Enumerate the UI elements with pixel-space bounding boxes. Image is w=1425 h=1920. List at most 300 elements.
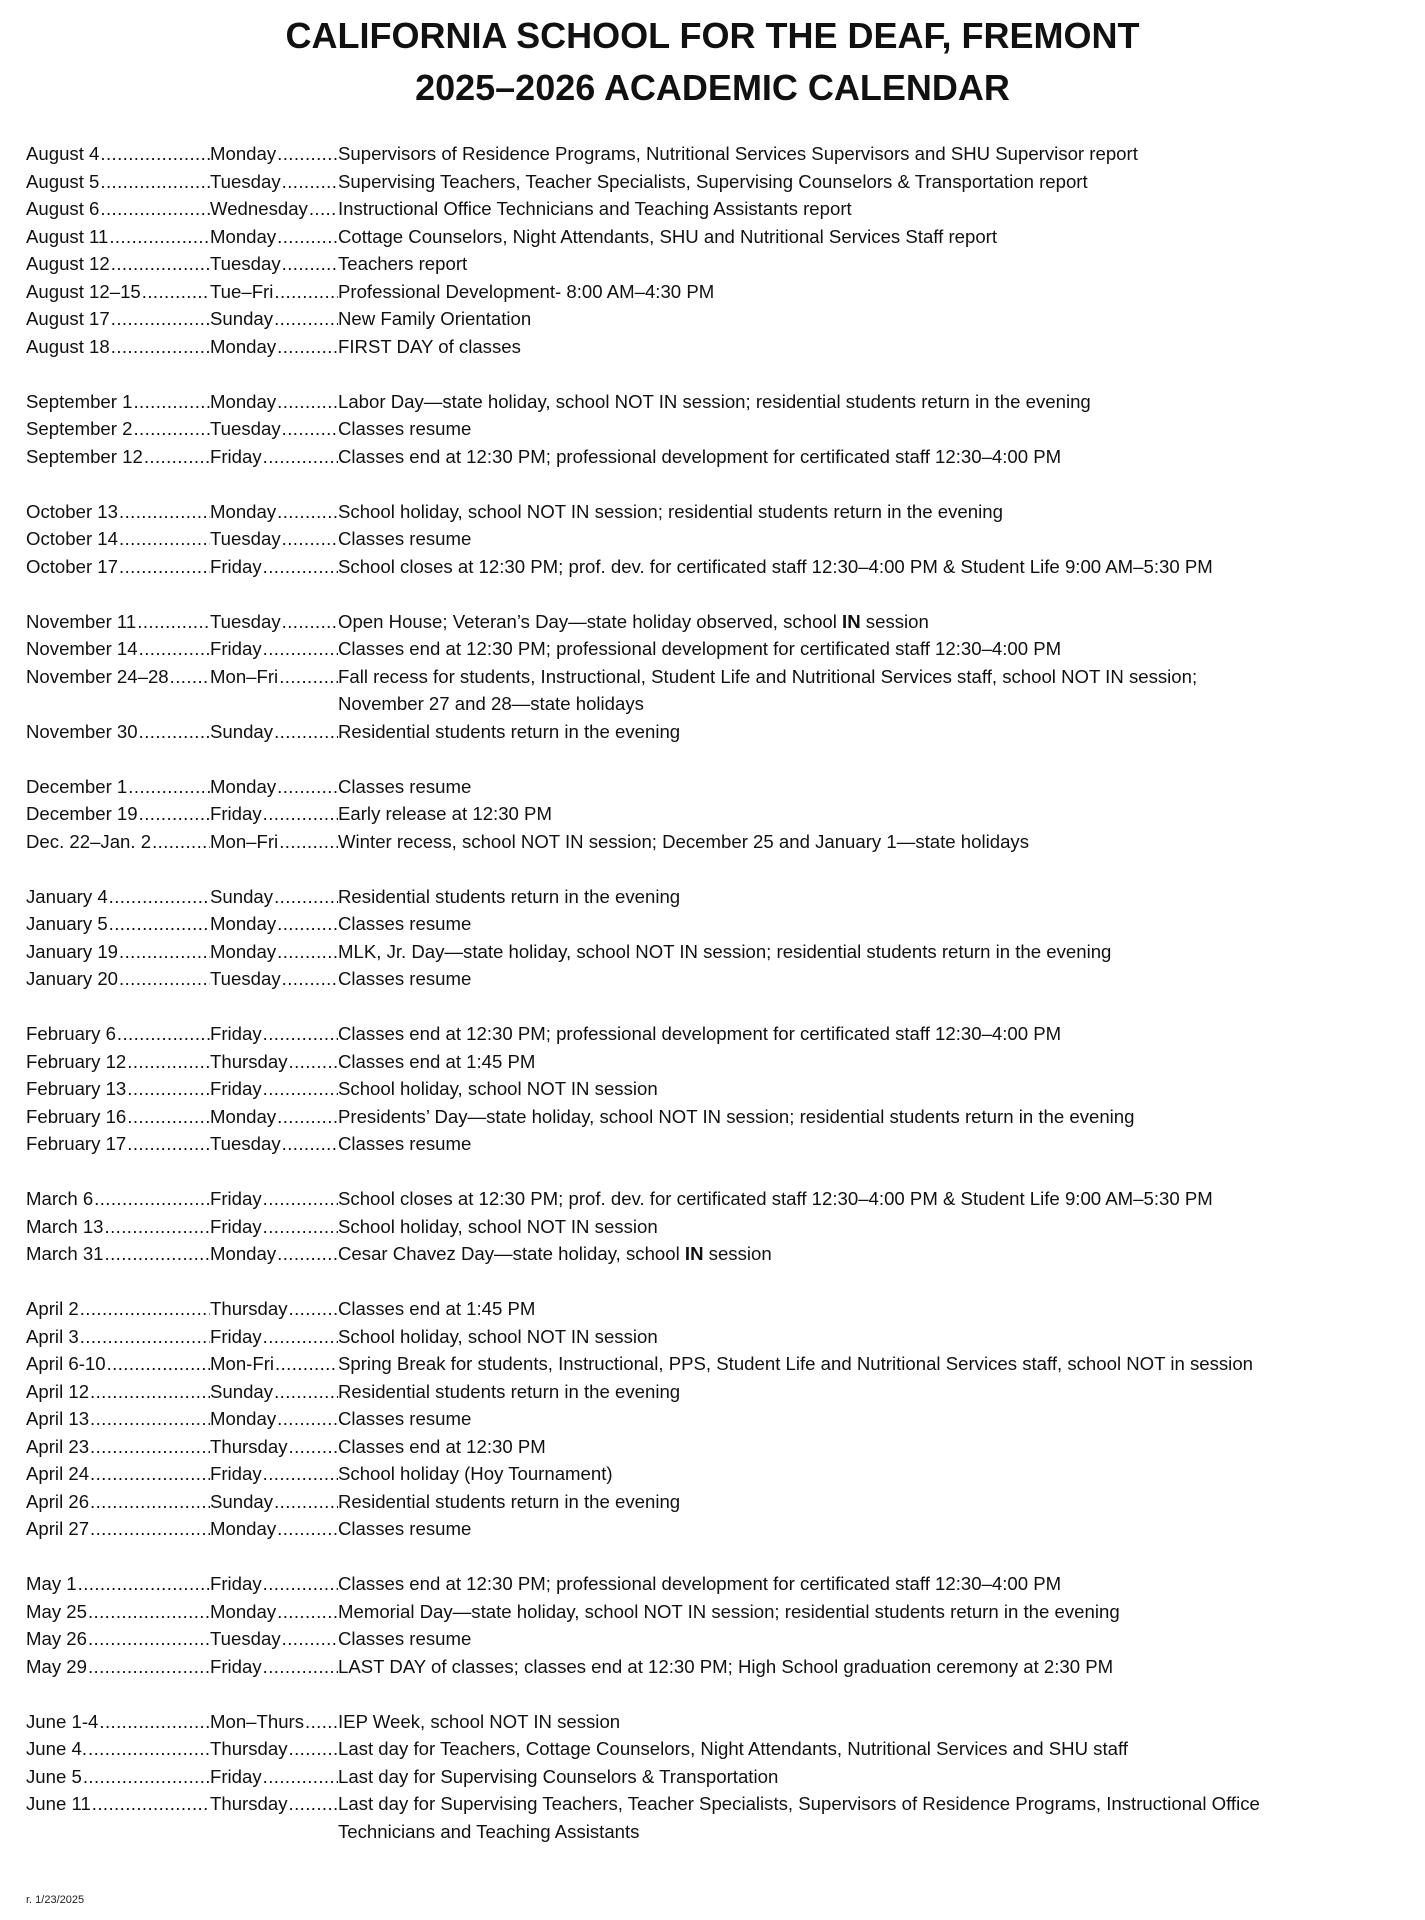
entry-event: [338, 195, 1416, 223]
month-group: [26, 1020, 1416, 1158]
dot-leader: [119, 938, 210, 966]
calendar-entry: [26, 965, 1416, 993]
dot-leader: [139, 718, 210, 746]
entry-date-cell: [26, 498, 210, 526]
entry-weekday: Thursday: [210, 1735, 289, 1763]
entry-event: [338, 938, 1416, 966]
month-group: [26, 1185, 1416, 1268]
dot-leader: [170, 663, 210, 691]
entry-event: [338, 305, 1416, 333]
entry-event: [338, 1433, 1416, 1461]
event-text: School closes at 12:30 PM; prof. dev. for certificated staff 12:30–4:00 PM & Student Life 9:00 AM–5:30 PM: [338, 1188, 1213, 1209]
event-text: Residential students return in the evening: [338, 1490, 681, 1512]
entry-weekday: Thursday: [210, 1790, 289, 1818]
entry-date: October 13: [26, 498, 119, 526]
event-text: Supervising Teachers, Teacher Specialists, Supervising Counselors & Transportation report: [338, 170, 1088, 192]
event-text: Residential students return in the evening: [338, 720, 681, 742]
event-text: Instructional Office Technicians and Teaching Assistants report: [338, 198, 852, 219]
calendar-entry: [26, 1433, 1416, 1461]
entry-weekday: Monday: [210, 1240, 277, 1268]
dot-leader: [279, 828, 338, 856]
event-text: Classes end at 12:30 PM; professional development for certificated staff 12:30–4:00 PM: [338, 445, 1062, 467]
event-text: Professional Development- 8:00 AM–4:30 PM: [338, 280, 715, 302]
entry-event: [338, 443, 1416, 471]
dot-leader: [80, 1295, 210, 1323]
entry-event: [338, 525, 1416, 553]
dot-leader: [144, 443, 210, 471]
entry-event: [338, 1790, 1416, 1845]
dot-leader: [90, 1378, 210, 1406]
month-group: [26, 1708, 1416, 1846]
entry-weekday: Friday: [210, 1323, 263, 1351]
entry-event: [338, 1323, 1416, 1351]
dot-leader: [277, 910, 338, 938]
entry-date: May 29: [26, 1653, 88, 1681]
entry-date-cell: [26, 168, 210, 196]
entry-event: [338, 1735, 1416, 1763]
entry-date-cell: [26, 1075, 210, 1103]
month-group: [26, 883, 1416, 993]
entry-day-cell: [210, 1460, 338, 1488]
entry-date: April 13: [26, 1405, 90, 1433]
dot-leader: [105, 1240, 210, 1268]
calendar-entry: [26, 553, 1416, 581]
event-text: School holiday (Hoy Tournament): [338, 1463, 613, 1484]
dot-leader: [275, 1350, 338, 1378]
entry-weekday: Sunday: [210, 1378, 274, 1406]
entry-date: August 17: [26, 305, 111, 333]
entry-weekday: Tuesday: [210, 965, 282, 993]
dot-leader: [78, 1570, 210, 1598]
entry-date: August 6: [26, 195, 100, 223]
entry-day-cell: [210, 828, 338, 856]
entry-day-cell: [210, 305, 338, 333]
month-separator: [26, 1543, 1416, 1571]
entry-day-cell: [210, 1103, 338, 1131]
event-text: Early release at 12:30 PM: [338, 803, 552, 824]
event-text: MLK, Jr. Day—state holiday, school NOT IN session; residential students return in the evening: [338, 940, 1112, 962]
calendar-entry: [26, 1103, 1416, 1131]
dot-leader: [274, 718, 338, 746]
dot-leader: [105, 1213, 210, 1241]
entry-day-cell: [210, 1405, 338, 1433]
entry-day-cell: [210, 1570, 338, 1598]
dot-leader: [274, 1488, 338, 1516]
entry-event: [338, 1020, 1416, 1048]
page-title: CALIFORNIA SCHOOL FOR THE DEAF, FREMONT: [285, 15, 1140, 56]
calendar-entry: [26, 1570, 1416, 1598]
event-text: Classes resume: [338, 775, 472, 797]
calendar-entry: [26, 1323, 1416, 1351]
entry-weekday: Tuesday: [210, 608, 282, 636]
dot-leader: [277, 938, 338, 966]
entry-day-cell: [210, 1048, 338, 1076]
dot-leader: [90, 1433, 210, 1461]
calendar-entry: [26, 1405, 1416, 1433]
event-text: Last day for Supervising Counselors & Transportation: [338, 1765, 779, 1787]
entry-event: [338, 1295, 1416, 1323]
event-text: Teachers report: [338, 253, 468, 274]
event-text: Labor Day—state holiday, school NOT IN session; residential students return in the evening: [338, 390, 1091, 412]
entry-date-cell: [26, 1625, 210, 1653]
entry-weekday: Monday: [210, 910, 277, 938]
entry-date-cell: [26, 1295, 210, 1323]
event-text: Classes resume: [338, 1628, 472, 1649]
entry-event: [338, 250, 1416, 278]
calendar-entry: [26, 1790, 1416, 1845]
entry-date-cell: [26, 1213, 210, 1241]
dot-leader: [279, 663, 338, 691]
entry-date: May 26: [26, 1625, 88, 1653]
entry-weekday: Tue–Fri: [210, 278, 274, 306]
entry-event: [338, 415, 1416, 443]
calendar-entry: [26, 195, 1416, 223]
entry-event: [338, 718, 1416, 746]
entry-event: [338, 1378, 1416, 1406]
entry-date: November 30: [26, 718, 139, 746]
entry-event: [338, 1570, 1416, 1598]
event-emphasis: IN: [684, 1243, 704, 1264]
dot-leader: [277, 1515, 338, 1543]
entry-day-cell: [210, 1378, 338, 1406]
calendar-entry: [26, 1020, 1416, 1048]
dot-leader: [274, 278, 338, 306]
entry-date: February 6: [26, 1020, 117, 1048]
entry-date: November 24–28: [26, 663, 170, 691]
month-separator: [26, 360, 1416, 388]
calendar-entry: [26, 1295, 1416, 1323]
calendar-entry: [26, 910, 1416, 938]
dot-leader: [139, 635, 210, 663]
event-text: New Family Orientation: [338, 308, 532, 329]
dot-leader: [277, 333, 338, 361]
dot-leader: [111, 250, 210, 278]
entry-date: February 16: [26, 1103, 127, 1131]
dot-leader: [263, 1075, 338, 1103]
dot-leader: [119, 965, 210, 993]
entry-date-cell: [26, 140, 210, 168]
entry-date-cell: [26, 1570, 210, 1598]
entry-weekday: Sunday: [210, 305, 274, 333]
dot-leader: [139, 800, 210, 828]
event-text: Classes end at 1:45 PM: [338, 1298, 536, 1319]
dot-leader: [282, 1625, 338, 1653]
entry-weekday: Monday: [210, 1405, 277, 1433]
dot-leader: [263, 1020, 338, 1048]
calendar-entry: [26, 773, 1416, 801]
entry-date-cell: [26, 553, 210, 581]
month-separator: [26, 993, 1416, 1021]
event-text: Residential students return in the evening: [338, 885, 681, 907]
event-text: Presidents’ Day—state holiday, school NOT IN session; residential students return in the evening: [338, 1105, 1135, 1127]
entry-date: April 3: [26, 1323, 80, 1351]
dot-leader: [90, 1405, 210, 1433]
entry-weekday: Tuesday: [210, 1130, 282, 1158]
event-text: Classes resume: [338, 1408, 472, 1429]
entry-day-cell: [210, 1653, 338, 1681]
entry-weekday: Monday: [210, 498, 277, 526]
entry-day-cell: [210, 1075, 338, 1103]
entry-date: August 5: [26, 168, 100, 196]
entry-date-cell: [26, 1185, 210, 1213]
event-text: Classes end at 12:30 PM: [338, 1435, 546, 1457]
calendar-entry: [26, 800, 1416, 828]
entry-event: [338, 828, 1416, 856]
entry-date-cell: [26, 250, 210, 278]
entry-weekday: Friday: [210, 1020, 263, 1048]
entry-weekday: Monday: [210, 223, 277, 251]
entry-date-cell: [26, 1735, 210, 1763]
entry-weekday: Friday: [210, 1185, 263, 1213]
entry-day-cell: [210, 195, 338, 223]
entry-date: May 25: [26, 1598, 88, 1626]
entry-weekday: Tuesday: [210, 1625, 282, 1653]
entry-day-cell: [210, 800, 338, 828]
entry-day-cell: [210, 1625, 338, 1653]
entry-date-cell: [26, 1460, 210, 1488]
event-text: School closes at 12:30 PM; prof. dev. for certificated staff 12:30–4:00 PM & Student Life 9:00 AM–5:30 PM: [338, 555, 1213, 577]
entry-event: [338, 1405, 1416, 1433]
entry-date-cell: [26, 1515, 210, 1543]
entry-weekday: Friday: [210, 1213, 263, 1241]
dot-leader: [263, 1763, 338, 1791]
entry-date-cell: [26, 910, 210, 938]
entry-event: [338, 663, 1416, 718]
month-group: [26, 773, 1416, 856]
entry-day-cell: [210, 333, 338, 361]
entry-date: April 6-10: [26, 1350, 107, 1378]
entry-day-cell: [210, 773, 338, 801]
calendar-entry: [26, 1350, 1416, 1378]
dot-leader: [90, 1460, 210, 1488]
dot-leader: [99, 1708, 210, 1736]
dot-leader: [263, 443, 338, 471]
entry-day-cell: [210, 443, 338, 471]
calendar-entry: [26, 1735, 1416, 1763]
entry-event: [338, 1488, 1416, 1516]
entry-date: Dec. 22–Jan. 2: [26, 828, 152, 856]
dot-leader: [111, 333, 210, 361]
entry-event: [338, 1048, 1416, 1076]
entry-weekday: Mon-Fri: [210, 1350, 275, 1378]
dot-leader: [263, 1653, 338, 1681]
entry-event: [338, 1075, 1416, 1103]
entry-date-cell: [26, 1708, 210, 1736]
entry-event: [338, 140, 1416, 168]
dot-leader: [305, 1708, 338, 1736]
entry-date: April 26: [26, 1488, 90, 1516]
month-separator: [26, 580, 1416, 608]
entry-day-cell: [210, 608, 338, 636]
dot-leader: [119, 553, 210, 581]
entry-date-cell: [26, 1020, 210, 1048]
entry-event: [338, 1708, 1416, 1736]
dot-leader: [289, 1433, 338, 1461]
entry-date-cell: [26, 718, 210, 746]
entry-day-cell: [210, 1185, 338, 1213]
entry-event: [338, 1213, 1416, 1241]
month-group: [26, 388, 1416, 471]
entry-weekday: Friday: [210, 635, 263, 663]
entry-date: November 14: [26, 635, 139, 663]
entry-date-cell: [26, 1653, 210, 1681]
calendar-entry: [26, 498, 1416, 526]
entry-event: [338, 278, 1416, 306]
entry-weekday: Mon–Thurs: [210, 1708, 305, 1736]
calendar-entry: [26, 1598, 1416, 1626]
entry-date-cell: [26, 1048, 210, 1076]
month-separator: [26, 1158, 1416, 1186]
entry-day-cell: [210, 1735, 338, 1763]
dot-leader: [263, 1323, 338, 1351]
entry-date: February 13: [26, 1075, 127, 1103]
entry-day-cell: [210, 938, 338, 966]
entry-event: [338, 1130, 1416, 1158]
entry-date: December 19: [26, 800, 139, 828]
entry-date-cell: [26, 223, 210, 251]
entry-date-cell: [26, 828, 210, 856]
event-text: Classes resume: [338, 968, 472, 989]
dot-leader: [88, 1735, 210, 1763]
entry-date: March 6: [26, 1185, 94, 1213]
event-text: Classes resume: [338, 528, 472, 549]
entry-day-cell: [210, 1790, 338, 1818]
entry-day-cell: [210, 278, 338, 306]
calendar-entry: [26, 1130, 1416, 1158]
entry-date-cell: [26, 635, 210, 663]
entry-weekday: Monday: [210, 773, 277, 801]
entry-date: April 12: [26, 1378, 90, 1406]
dot-leader: [137, 608, 210, 636]
revision-note: r. 1/23/2025: [26, 1894, 85, 1906]
month-group: [26, 608, 1416, 746]
event-text: Classes resume: [338, 418, 472, 439]
entry-date: September 12: [26, 443, 144, 471]
entry-date: August 11: [26, 223, 109, 251]
dot-leader: [100, 140, 210, 168]
dot-leader: [277, 1103, 338, 1131]
dot-leader: [274, 1378, 338, 1406]
calendar-entry: [26, 305, 1416, 333]
calendar-entry: [26, 1213, 1416, 1241]
dot-leader: [282, 168, 338, 196]
dot-leader: [277, 388, 338, 416]
event-text: School holiday, school NOT IN session: [338, 1325, 658, 1347]
dot-leader: [277, 1240, 338, 1268]
entry-weekday: Monday: [210, 333, 277, 361]
calendar-entry: [26, 1488, 1416, 1516]
dot-leader: [277, 1405, 338, 1433]
entry-date-cell: [26, 195, 210, 223]
entry-event: [338, 635, 1416, 663]
entry-date-cell: [26, 278, 210, 306]
entry-event: [338, 1515, 1416, 1543]
dot-leader: [282, 608, 338, 636]
dot-leader: [117, 1020, 210, 1048]
dot-leader: [100, 195, 210, 223]
entry-date: August 18: [26, 333, 111, 361]
entry-day-cell: [210, 910, 338, 938]
event-text: Classes resume: [338, 1518, 472, 1539]
calendar-entry: [26, 415, 1416, 443]
entry-day-cell: [210, 140, 338, 168]
entry-date: October 17: [26, 553, 119, 581]
dot-leader: [133, 415, 210, 443]
entry-event: [338, 333, 1416, 361]
entry-day-cell: [210, 1763, 338, 1791]
calendar-list: [26, 140, 1416, 1845]
dot-leader: [119, 525, 210, 553]
entry-date: May 1: [26, 1570, 78, 1598]
event-text: Classes resume: [338, 913, 472, 934]
dot-leader: [111, 305, 210, 333]
entry-date: June 4.: [26, 1735, 88, 1763]
dot-leader: [289, 1790, 338, 1818]
entry-date-cell: [26, 883, 210, 911]
entry-date: March 31: [26, 1240, 105, 1268]
dot-leader: [109, 223, 210, 251]
entry-event: [338, 1763, 1416, 1791]
entry-weekday: Monday: [210, 1598, 277, 1626]
dot-leader: [274, 305, 338, 333]
entry-date-cell: [26, 938, 210, 966]
entry-date-cell: [26, 965, 210, 993]
dot-leader: [119, 498, 210, 526]
event-text-continued: November 27 and 28—state holidays: [338, 693, 644, 714]
calendar-entry: [26, 1048, 1416, 1076]
calendar-entry: [26, 1515, 1416, 1543]
entry-date-cell: [26, 1240, 210, 1268]
dot-leader: [90, 1488, 210, 1516]
event-text: Residential students return in the evening: [338, 1380, 681, 1402]
dot-leader: [83, 1763, 210, 1791]
dot-leader: [100, 168, 210, 196]
dot-leader: [263, 1570, 338, 1598]
dot-leader: [109, 883, 210, 911]
calendar-entry: [26, 168, 1416, 196]
entry-weekday: Thursday: [210, 1048, 289, 1076]
dot-leader: [289, 1295, 338, 1323]
entry-event: [338, 1625, 1416, 1653]
dot-leader: [263, 635, 338, 663]
entry-event: [338, 1185, 1416, 1213]
entry-event: [338, 498, 1416, 526]
calendar-entry: [26, 443, 1416, 471]
entry-day-cell: [210, 883, 338, 911]
entry-day-cell: [210, 1213, 338, 1241]
event-text: Cesar Chavez Day—state holiday, school: [338, 1243, 685, 1264]
entry-date: November 11: [26, 608, 137, 636]
month-separator: [26, 1680, 1416, 1708]
entry-event: [338, 1350, 1416, 1378]
dot-leader: [282, 965, 338, 993]
entry-date: September 2: [26, 415, 133, 443]
entry-event: [338, 608, 1416, 636]
event-text: Spring Break for students, Instructional, PPS, Student Life and Nutritional Services staff, school NOT in session: [338, 1353, 1253, 1374]
entry-weekday: Wednesday: [210, 195, 309, 223]
entry-date-cell: [26, 1488, 210, 1516]
dot-leader: [282, 525, 338, 553]
event-text: Supervisors of Residence Programs, Nutritional Services Supervisors and SHU Supervisor report: [338, 143, 1138, 164]
entry-date-cell: [26, 305, 210, 333]
entry-weekday: Monday: [210, 1103, 277, 1131]
entry-date-cell: [26, 443, 210, 471]
event-text: Fall recess for students, Instructional, Student Life and Nutritional Services staff, school NOT IN session;: [338, 665, 1198, 687]
dot-leader: [282, 250, 338, 278]
dot-leader: [309, 195, 338, 223]
entry-day-cell: [210, 663, 338, 691]
month-group: [26, 140, 1416, 360]
